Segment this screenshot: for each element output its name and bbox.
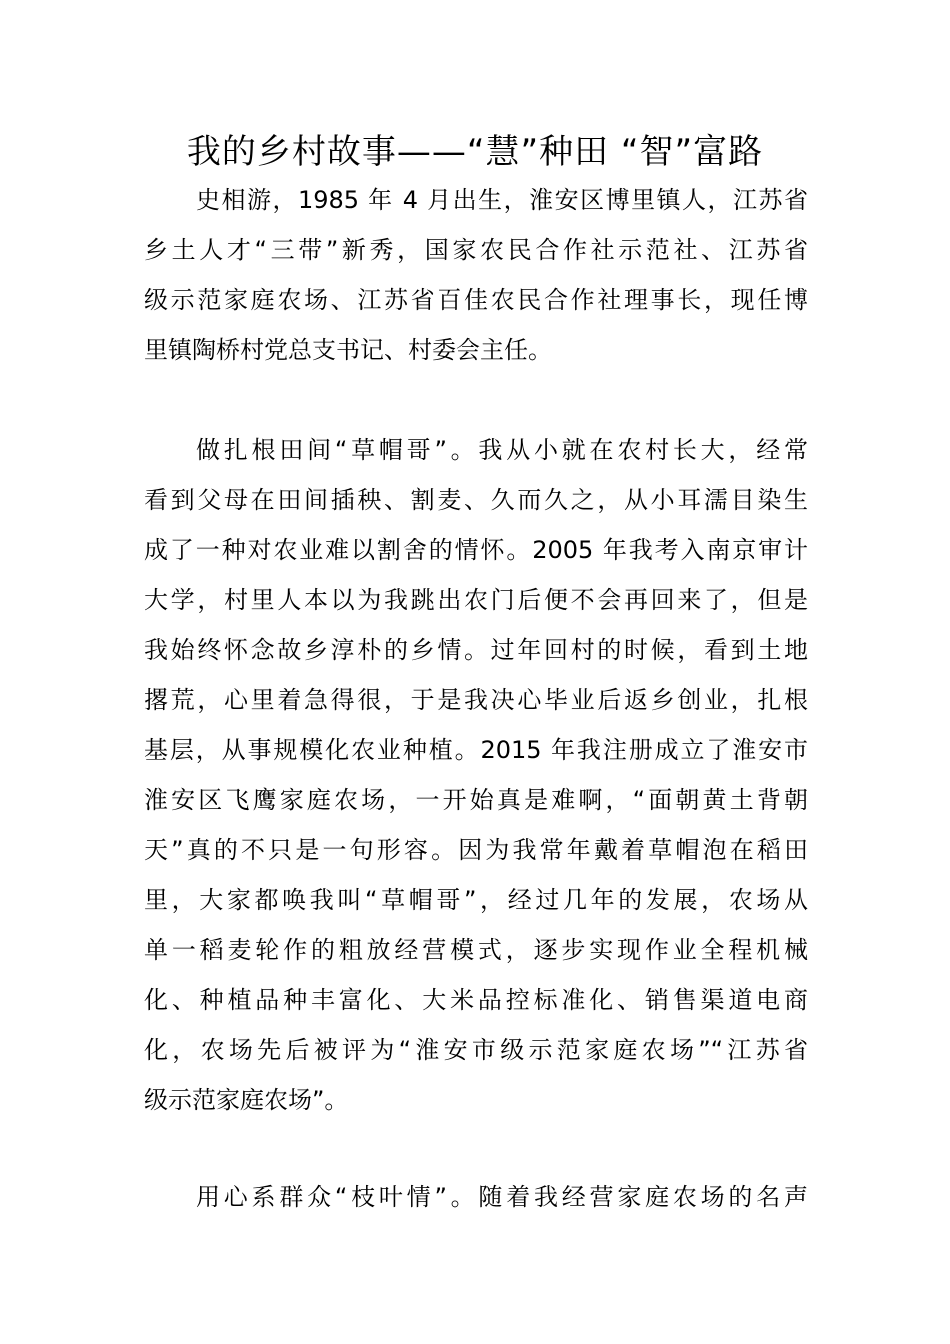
paragraph-line: 单一稻麦轮作的粗放经营模式，逐步实现作业全程机械 (144, 936, 808, 964)
paragraph-straw-hat (144, 425, 808, 1125)
paragraph-line: 大学，村里人本以为我跳出农门后便不会再回来了，但是 (144, 586, 808, 614)
paragraph-line: 做扎根田间“草帽哥”。我从小就在农村长大，经常 (196, 436, 808, 464)
paragraph-line: 乡土人才“三带”新秀，国家农民合作社示范社、江苏省 (144, 236, 808, 264)
paragraph-line: 里，大家都唤我叫“草帽哥”，经过几年的发展，农场从 (144, 886, 808, 914)
paragraph-line: 化、种植品种丰富化、大米品控标准化、销售渠道电商 (144, 986, 808, 1014)
paragraph-line: 撂荒，心里着急得很，于是我决心毕业后返乡创业，扎根 (144, 686, 808, 714)
paragraph-branches-leaves (144, 1172, 808, 1222)
paragraph-line: 基层，从事规模化农业种植。2015 年我注册成立了淮安市 (144, 736, 808, 764)
paragraph-line: 化，农场先后被评为“淮安市级示范家庭农场”“江苏省 (144, 1036, 808, 1064)
paragraph-line: 级示范家庭农场”。 (144, 1086, 349, 1114)
paragraph-line: 成了一种对农业难以割舍的情怀。2005 年我考入南京审计 (144, 536, 808, 564)
paragraph-line: 看到父母在田间插秧、割麦、久而久之，从小耳濡目染生 (144, 486, 808, 514)
paragraph-intro (144, 175, 808, 375)
paragraph-line: 用心系群众“枝叶情”。随着我经营家庭农场的名声 (196, 1183, 808, 1211)
paragraph-line: 淮安区飞鹰家庭农场，一开始真是难啊，“面朝黄土背朝 (144, 786, 808, 814)
paragraph-line: 里镇陶桥村党总支书记、村委会主任。 (144, 336, 552, 364)
paragraph-line: 级示范家庭农场、江苏省百佳农民合作社理事长，现任博 (144, 286, 808, 314)
paragraph-line: 天”真的不只是一句形容。因为我常年戴着草帽泡在稻田 (144, 836, 808, 864)
paragraph-line: 史相游，1985 年 4 月出生，淮安区博里镇人，江苏省 (196, 186, 808, 214)
paragraph-line: 我始终怀念故乡淳朴的乡情。过年回村的时候，看到土地 (144, 636, 808, 664)
document-title: 我的乡村故事——“慧”种田 “智”富路 (186, 132, 764, 172)
